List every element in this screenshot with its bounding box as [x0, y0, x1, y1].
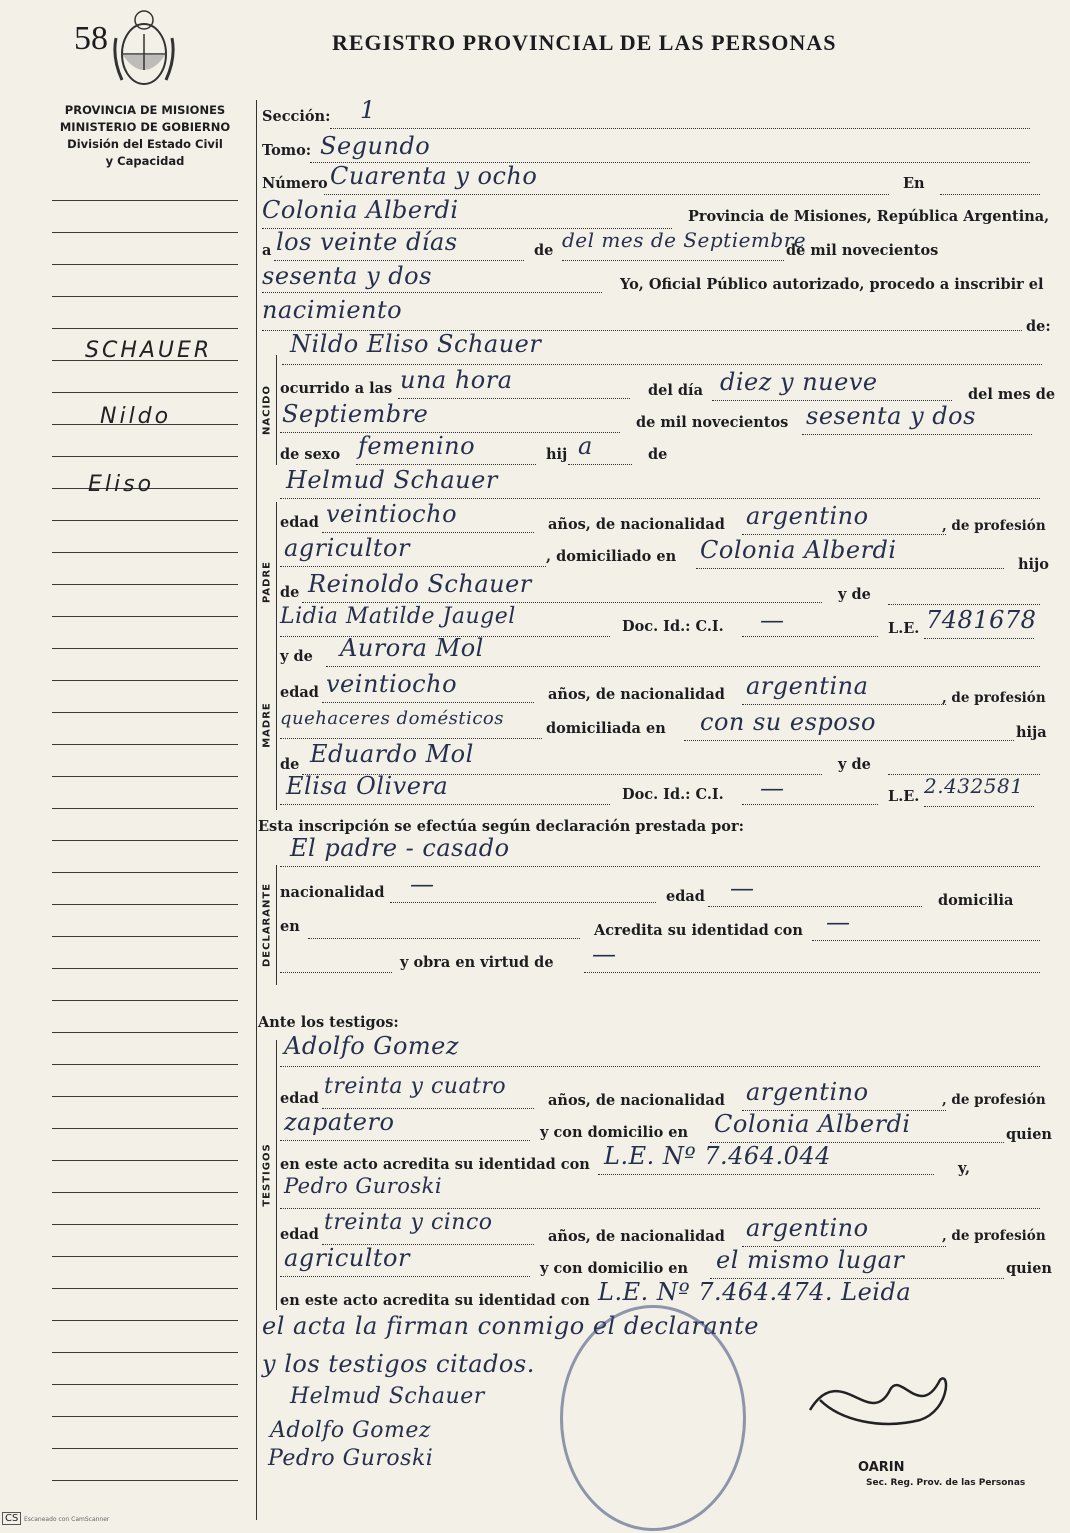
line-anio-acta [262, 292, 602, 293]
value-t2-edad: treinta y cinco [324, 1210, 493, 1235]
margin-line [52, 456, 238, 457]
line-decl-obra [584, 972, 1040, 973]
margin-line [52, 616, 238, 617]
label-a: a [262, 242, 272, 259]
margin-line [52, 1096, 238, 1097]
line-dia-nac [712, 400, 952, 401]
line-nombre [282, 364, 1042, 365]
margin-line [52, 1192, 238, 1193]
value-t1-prof: zapatero [284, 1108, 395, 1136]
margin-line [52, 392, 238, 393]
value-padre-nac: argentino [746, 502, 869, 530]
label-doc-id: Doc. Id.: C.I. [622, 618, 724, 635]
margin-line [52, 264, 238, 265]
label-quien: quien [1006, 1126, 1052, 1143]
line-madre [326, 666, 1040, 667]
value-cierre-1: el acta la firman conmigo el declarante [262, 1312, 759, 1340]
margin-line [52, 328, 238, 329]
label-decl-edad: edad [666, 888, 705, 905]
line-madre-edad [322, 702, 534, 703]
label-de-3: de [280, 584, 300, 601]
value-hora: una hora [400, 366, 513, 394]
value-decl-nac: — [410, 870, 435, 898]
value-dia-nac: diez y nueve [720, 368, 878, 396]
label-madre-prof: , de profesión [942, 690, 1046, 706]
label-hij: hij [546, 446, 568, 463]
label-de-4: de [280, 756, 300, 773]
value-t2-dom: el mismo lugar [716, 1246, 905, 1274]
section-madre: MADRE [258, 640, 277, 810]
margin-line [52, 520, 238, 521]
line-numero [324, 194, 889, 195]
value-anio-nac: sesenta y dos [806, 402, 976, 430]
value-padre-le: 7481678 [926, 606, 1037, 634]
line-madre-prof [280, 738, 542, 739]
margin-line [52, 1224, 238, 1225]
value-madre-edad: veintiocho [326, 670, 458, 698]
label-t1-domicilio: y con domicilio en [540, 1124, 689, 1141]
stamp-name: OARIN [858, 1460, 905, 1475]
label-le-2: L.E. [888, 788, 920, 805]
line-t1-prof [280, 1140, 530, 1141]
margin-line [52, 1128, 238, 1129]
value-decl-edad: — [730, 874, 755, 902]
margin-surname: SCHAUER [85, 338, 213, 363]
line-y-de [888, 604, 1040, 605]
label-oficial: Yo, Oficial Público autorizado, procedo a inscribir el [620, 276, 1044, 293]
value-sexo: femenino [358, 432, 476, 460]
value-madre-nac: argentina [746, 672, 869, 700]
margin-line [52, 1032, 238, 1033]
label-de-sexo: de sexo [280, 446, 341, 463]
margin-line [52, 1288, 238, 1289]
line-hij [568, 464, 632, 465]
label-y-de-2: y de [280, 648, 313, 665]
line-hora [398, 398, 630, 399]
value-abuela: Lidia Matilde Jaugel [280, 604, 516, 629]
value-decl-acredita: — [826, 908, 851, 936]
margin-line [52, 808, 238, 809]
section-nacido: NACIDO [258, 355, 277, 465]
line-t2-prof [280, 1276, 530, 1277]
line-t1-id [598, 1174, 934, 1175]
value-localidad: Colonia Alberdi [262, 196, 459, 224]
label-hija: hija [1016, 724, 1047, 741]
line-anio-nac [802, 434, 1032, 435]
margin-line [52, 776, 238, 777]
margin-line [52, 584, 238, 585]
margin-line [52, 1384, 238, 1385]
margin-line [52, 680, 238, 681]
value-padre: Helmud Schauer [286, 466, 498, 494]
label-t2-prof: , de profesión [942, 1228, 1046, 1244]
value-padre-dom: Colonia Alberdi [700, 536, 897, 564]
label-acredita: Acredita su identidad con [594, 922, 803, 939]
value-t2-id: L.E. Nº 7.464.474. Leida [598, 1278, 912, 1306]
coat-of-arms-icon [110, 8, 178, 94]
value-madre-dom: con su esposo [700, 708, 876, 736]
stamp-subtitle: Sec. Reg. Prov. de las Personas [866, 1478, 1026, 1488]
margin-line [52, 840, 238, 841]
value-mes-acta: del mes de Septiembre [562, 228, 807, 252]
line-madre-nac [742, 704, 946, 705]
margin-line [52, 712, 238, 713]
value-testigo2: Pedro Guroski [284, 1174, 443, 1198]
label-ocurrido: ocurrido a las [280, 380, 393, 397]
label-le: L.E. [888, 620, 920, 637]
institution-line-1: PROVINCIA DE MISIONES [64, 103, 226, 117]
value-t1-dom: Colonia Alberdi [714, 1110, 911, 1138]
label-t2-nac: años, de nacionalidad [548, 1228, 725, 1245]
value-anio-acta: sesenta y dos [262, 262, 432, 290]
value-abuelo-m: Eduardo Mol [310, 740, 474, 768]
section-testigos: TESTIGOS [258, 1040, 277, 1310]
margin-line [52, 744, 238, 745]
value-madre-le: 2.432581 [924, 774, 1024, 798]
label-domicilia: domicilia [938, 892, 1014, 909]
label-t2-edad: edad [280, 1226, 319, 1243]
margin-line [52, 1448, 238, 1449]
label-t1-nac: años, de nacionalidad [548, 1092, 725, 1109]
value-madre-prof: quehaceres domésticos [280, 708, 505, 729]
value-abuelo: Reinoldo Schauer [308, 570, 532, 598]
label-esta-inscripcion: Esta inscripción se efectúa según declaración prestada por: [258, 818, 744, 835]
label-domiciliado: , domiciliado en [546, 548, 677, 565]
line-testigo1 [280, 1066, 1040, 1067]
margin-line [52, 200, 238, 201]
label-tomo: Tomo: [262, 142, 312, 159]
section-declarante: DECLARANTE [258, 865, 277, 985]
label-t1-prof: , de profesión [942, 1092, 1046, 1108]
margin-line [52, 872, 238, 873]
label-t2-domicilio: y con domicilio en [540, 1260, 689, 1277]
margin-line [52, 1000, 238, 1001]
line-en [940, 194, 1040, 195]
value-numero: Cuarenta y ocho [330, 162, 538, 190]
margin-line [52, 1352, 238, 1353]
line-padre-le [924, 638, 1034, 639]
margin-line [52, 648, 238, 649]
line-dia-acta [274, 260, 524, 261]
label-del-mes: del mes de [968, 386, 1056, 403]
label-del-dia: del día [648, 382, 703, 399]
label-padre-edad: edad [280, 514, 319, 531]
line-sexo [356, 464, 536, 465]
line-mes-acta [562, 260, 784, 261]
line-abuelo [302, 602, 822, 603]
margin-line [52, 296, 238, 297]
institution-line-4: y Capacidad [105, 154, 185, 168]
value-hij: a [578, 432, 593, 460]
label-y-de-3: y de [838, 756, 871, 773]
institution-line-2: MINISTERIO DE GOBIERNO [59, 120, 231, 134]
label-seccion: Sección: [262, 108, 331, 125]
value-t2-nac: argentino [746, 1214, 869, 1242]
official-stamp-icon [560, 1305, 746, 1531]
margin-line [52, 904, 238, 905]
value-padre-ci: — [760, 606, 785, 634]
value-t2-prof: agricultor [284, 1244, 410, 1272]
signature-padre: Helmud Schauer [290, 1384, 485, 1409]
value-madre-ci: — [760, 774, 785, 802]
line-padre-prof [280, 566, 546, 567]
value-seccion: 1 [360, 96, 376, 124]
value-padre-prof: agricultor [284, 534, 410, 562]
value-abuela-m: Elisa Olivera [286, 772, 449, 800]
value-decl-obra: — [592, 940, 617, 968]
line-abuela-m [280, 804, 610, 805]
value-nombre: Nildo Eliso Schauer [290, 330, 542, 358]
line-decl-obra-pre [280, 972, 392, 973]
value-tomo: Segundo [320, 132, 431, 160]
label-ante-testigos: Ante los testigos: [258, 1014, 399, 1031]
signature-testigo-1: Adolfo Gomez [270, 1418, 431, 1443]
line-padre-edad [322, 532, 534, 533]
margin-line [52, 1256, 238, 1257]
value-dia-acta: los veinte días [276, 228, 458, 256]
value-madre: Aurora Mol [340, 634, 484, 662]
value-mes-nac: Septiembre [282, 400, 429, 428]
margin-line [52, 936, 238, 937]
line-padre [280, 498, 1040, 499]
line-seccion [330, 128, 1030, 129]
value-t1-id: L.E. Nº 7.464.044 [604, 1142, 831, 1170]
main-border [256, 100, 257, 1520]
label-de-2: de [648, 446, 668, 463]
label-decl-en: en [280, 918, 300, 935]
institution-line-3: División del Estado Civil [67, 137, 223, 151]
margin-line [52, 1480, 238, 1481]
margin-second-name: Eliso [88, 472, 155, 497]
margin-line [52, 1064, 238, 1065]
margin-line [52, 968, 238, 969]
label-y-de: y de [838, 586, 871, 603]
label-mil-novecientos: de mil novecientos [786, 242, 939, 259]
label-de-mil: de mil novecientos [636, 414, 789, 431]
line-madre-dom [684, 740, 1014, 741]
label-quien-2: quien [1006, 1260, 1052, 1277]
label-padre-prof: , de profesión [942, 518, 1046, 534]
line-declarante [280, 866, 1040, 867]
label-doc-id-2: Doc. Id.: C.I. [622, 786, 724, 803]
label-t1-edad: edad [280, 1090, 319, 1107]
scanner-note: Escaneado con CamScanner [24, 1516, 110, 1523]
value-cierre-2: y los testigos citados. [262, 1350, 535, 1378]
label-de: de [534, 242, 554, 259]
value-padre-edad: veintiocho [326, 500, 458, 528]
value-t1-nac: argentino [746, 1078, 869, 1106]
line-madre-le [924, 806, 1034, 807]
label-y-coma: y, [958, 1160, 971, 1177]
margin-line [52, 1416, 238, 1417]
value-t1-edad: treinta y cuatro [324, 1074, 507, 1099]
label-madre-edad: edad [280, 684, 319, 701]
value-declarante: El padre - casado [290, 834, 510, 862]
line-padre-dom [696, 568, 1004, 569]
label-hijo: hijo [1018, 556, 1049, 573]
margin-line [52, 552, 238, 553]
section-padre: PADRE [258, 502, 277, 662]
line-decl-edad [708, 906, 922, 907]
line-decl-nac [390, 902, 656, 903]
label-de-colon: de: [1026, 318, 1051, 335]
label-decl-nac: nacionalidad [280, 884, 385, 901]
line-decl-en [308, 938, 580, 939]
scanner-badge: CS [2, 1512, 21, 1525]
line-testigo2 [280, 1208, 1040, 1209]
label-numero: Número [262, 175, 328, 192]
signature-testigo-2: Pedro Guroski [268, 1446, 434, 1471]
label-provincia: Provincia de Misiones, República Argentina, [688, 208, 1050, 225]
value-testigo1: Adolfo Gomez [284, 1032, 460, 1060]
value-acto: nacimiento [262, 296, 403, 324]
line-decl-acredita [812, 940, 1040, 941]
label-padre-nac: años, de nacionalidad [548, 516, 725, 533]
official-signature-icon [800, 1350, 960, 1440]
label-domiciliada: domiciliada en [546, 720, 666, 737]
institution-block [40, 102, 250, 170]
label-t2-acredita: en este acto acredita su identidad con [280, 1292, 590, 1309]
page-number: 58 [74, 20, 108, 57]
label-madre-nac: años, de nacionalidad [548, 686, 725, 703]
label-y-obra: y obra en virtud de [400, 954, 554, 971]
margin-first-name: Nildo [100, 404, 172, 429]
document-title: REGISTRO PROVINCIAL DE LAS PERSONAS [332, 30, 837, 55]
label-t1-acredita: en este acto acredita su identidad con [280, 1156, 590, 1173]
margin-line [52, 1160, 238, 1161]
line-padre-ci [742, 636, 878, 637]
label-en: En [903, 175, 925, 192]
line-madre-ci [742, 804, 878, 805]
margin-line [52, 1320, 238, 1321]
margin-line [52, 232, 238, 233]
line-padre-nac [742, 534, 946, 535]
